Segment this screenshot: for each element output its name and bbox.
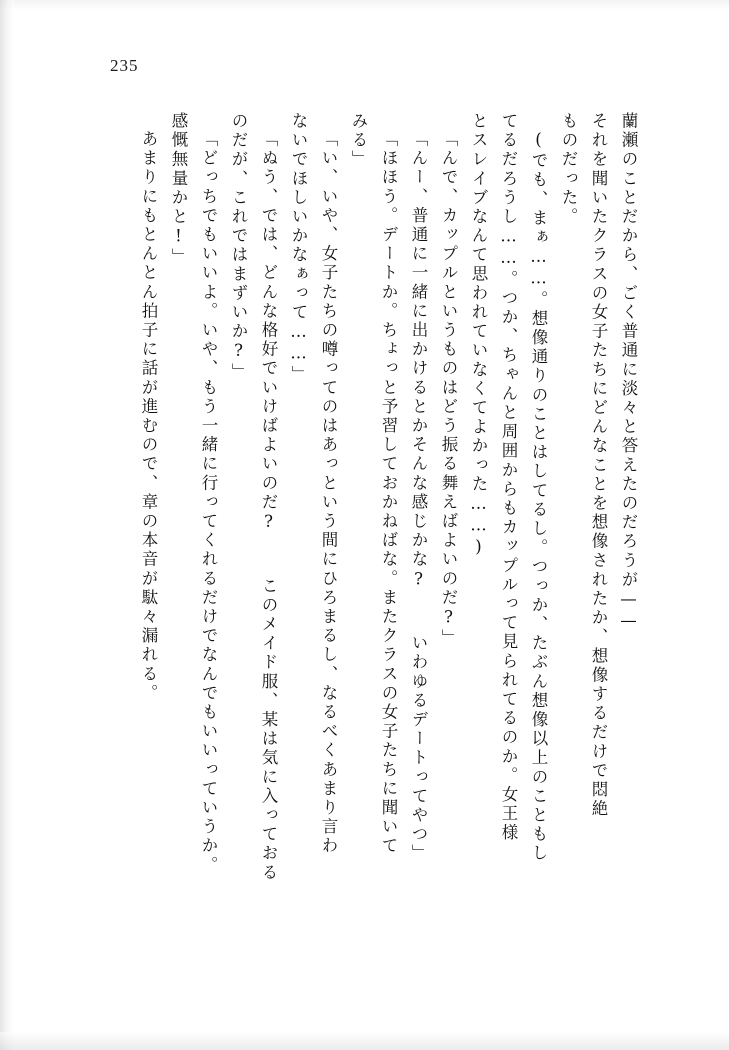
- text-column: (でも、まぁ……。想像通りのことはしてるし。つっか、たぶん想像以上のこともし: [529, 130, 548, 864]
- page-edge-shading-left: [0, 0, 14, 1050]
- text-column: ものだった。: [559, 112, 578, 227]
- text-column: のだが、これではまずいか?」: [229, 112, 248, 382]
- text-column: あまりにもとんとん拍子に話が進むので、章の本音が駄々漏れる。: [139, 130, 158, 703]
- text-column: とスレイブなんて思われていなくてよかった……): [469, 112, 488, 559]
- text-column: ないでほしいかなぁって……」: [289, 112, 308, 385]
- text-column: それを聞いたクラスの女子たちにどんなことを想像されたか、想像するだけで悶絶: [589, 112, 608, 819]
- text-column: 「い、いや、女子たちの噂ってのはあっという間にひろまるし、なるべくあまり言わ: [319, 130, 338, 856]
- page-number: 235: [110, 56, 139, 75]
- page-edge-shading-top: [0, 0, 729, 10]
- text-column: 「んで、カップルというものはどう振る舞えばよいのだ?」: [439, 130, 458, 649]
- text-column: 「ほほう。デートか。ちょっと予習しておかねばな。またクラスの女子たちに聞いて: [379, 130, 398, 856]
- text-column: 蘭瀬のことだから、ごく普通に淡々と答えたのだろうが——: [619, 112, 638, 633]
- vertical-text-body: [96, 112, 636, 922]
- text-column: 「どっちでもいいよ。いや、もう一緒に行ってくれるだけでなんでもいいっていうか。: [199, 130, 218, 875]
- text-column: 「んー、普通に一緒に出かけるとかそんな感じかな? いわゆるデートってやつ」: [409, 130, 428, 864]
- page-edge-shading-bottom: [0, 1032, 729, 1050]
- text-column: 「ぬう、では、どんな格好でいけばよいのだ? このメイド服、某は気に入っておる: [259, 130, 278, 883]
- text-column: みる」: [349, 112, 368, 170]
- text-column: てるだろうし……。つか、ちゃんと周囲からもカップルって見られてるのか。女王様: [499, 112, 518, 843]
- text-column: 感慨無量かと!」: [169, 112, 188, 268]
